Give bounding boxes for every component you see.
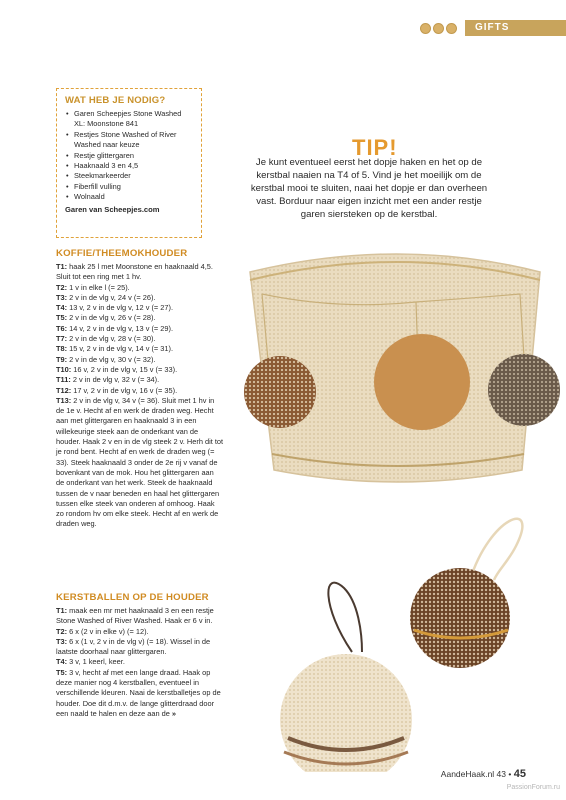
pattern-row: T8: 15 v, 2 v in de vlg v, 14 v (= 31). [56,344,174,354]
ornament-ball-cream [280,583,412,772]
continue-arrow: » [171,708,177,718]
list-item: • Restje glittergaren [65,151,193,161]
list-item: • Haaknaald 3 en 4,5 [65,161,193,171]
pattern-row: T4: 13 v, 2 v in de vlg v, 12 v (= 27). [56,303,174,313]
pattern-row: T1: haak 25 l met Moonstone en haaknaald 4,5. Sluit tot een ring met 1 hv. [56,262,213,282]
materials-list [65,109,193,203]
decor-dot-icon [433,23,444,34]
list-item: • Wolnaald [65,192,193,202]
ornament-ball-brown [410,519,522,668]
tip-title: TIP! [352,135,398,160]
pattern-row: T5: 3 v, hecht af met een lange draad. Haak op deze manier nog 4 kerstballen, eventueel in verschillende kleuren. Naai de kerstballetjes op de houder. Doe dit d.m.v. de lange glitterdraad door een naald te halen en deze aan de » [56,667,221,718]
page-number: 45 [513,768,526,780]
pattern-row: T11: 2 v in de vlg v, 32 v (= 34). [56,375,160,385]
mug-holder-image [244,254,560,482]
pattern-row: T6: 14 v, 2 v in de vlg v, 13 v (= 29). [56,323,174,333]
watermark: PassionForum.ru [506,784,560,791]
list-item: • Garen Scheepjes Stone Washed XL: Moonstone 841 [65,109,193,130]
pattern-row: T13: 2 v in de vlg v, 34 v (= 36). Sluit met 1 hv in de 1e v. Hecht af en werk de draden weg. Hecht aan met glittergaren en haaknaald 3 in een willekeurige steek aan de onderkant van de houder. Haak 2 v en in de vlg steek 2 v. Herh dit tot je rond bent. Hecht af en werk de draden weg (= 33). Steek haaknaald 3 onder de 2e rij v vanaf de bovenkant van de mok. Hou het glittergaren aan de onderkant van het werk. Steek de haaknaald tussen de v naar beneden en haal het glittergaren tussen elke steek van onderen af omhoog. Haak zo rondom hv om elke steek. Hecht af en werk de draden weg. [56,395,224,529]
section-title-holder: KOFFIE/THEEMOKHOUDER [56,248,188,259]
pattern-holder [56,262,224,530]
decor-dot-icon [420,23,431,34]
crochet-photo [228,232,566,772]
pattern-row: T2: 1 v in elke l (= 25). [56,282,130,292]
yarn-credit: Garen van Scheepjes.com [65,204,160,214]
pattern-row: T9: 2 v in de vlg v, 30 v (= 32). [56,354,156,364]
section-title-balls: KERSTBALLEN OP DE HOUDER [56,592,209,603]
pattern-row: T12: 17 v, 2 v in de vlg v, 16 v (= 35). [56,385,178,395]
pattern-row: T1: maak een mr met haaknaald 3 en een restje Stone Washed of River Washed. Haak er 6 v in. [56,606,214,626]
pattern-row: T7: 2 v in de vlg v, 28 v (= 30). [56,334,156,344]
pattern-row: T5: 2 v in de vlg v, 26 v (= 28). [56,313,156,323]
tip-text: Je kunt eventueel eerst het dopje haken en het op de kerstbal naaien na T4 of 5. Vind je het moeilijk om de kerstbal mooi te sluiten, naai het dopje er dan overheen vast. Borduur naar eigen inzicht met een ander restje garen siersteken op de kerstbal. [250,157,488,221]
materials-title: WAT HEB JE NODIG? [65,95,166,106]
decor-dot-icon [446,23,457,34]
section-label: GIFTS [465,20,566,36]
page-footer [441,768,526,780]
list-item: • Restjes Stone Washed of River Washed naar keuze [65,130,193,151]
pattern-row: T3: 6 x (1 v, 2 v in de vlg v) (= 18). Wissel in de laatste doorhaal naar glittergaren. [56,636,211,657]
pattern-row: T4: 3 v, 1 keerl, keer. [56,657,125,667]
list-item: • Fiberfill vulling [65,182,193,192]
pattern-row: T10: 16 v, 2 v in de vlg v, 15 v (= 33). [56,364,178,374]
list-item: • Steekmarkeerder [65,171,193,181]
pattern-balls [56,606,224,719]
site-name: AandeHaak.nl 43 [440,769,507,779]
section-header [420,20,566,36]
pattern-row: T3: 2 v in de vlg v, 24 v (= 26). [56,292,156,302]
pattern-row: T2: 6 x (2 v in elke v) (= 12). [56,626,149,636]
footer-bullet: • [508,769,512,779]
materials-box [56,88,202,238]
